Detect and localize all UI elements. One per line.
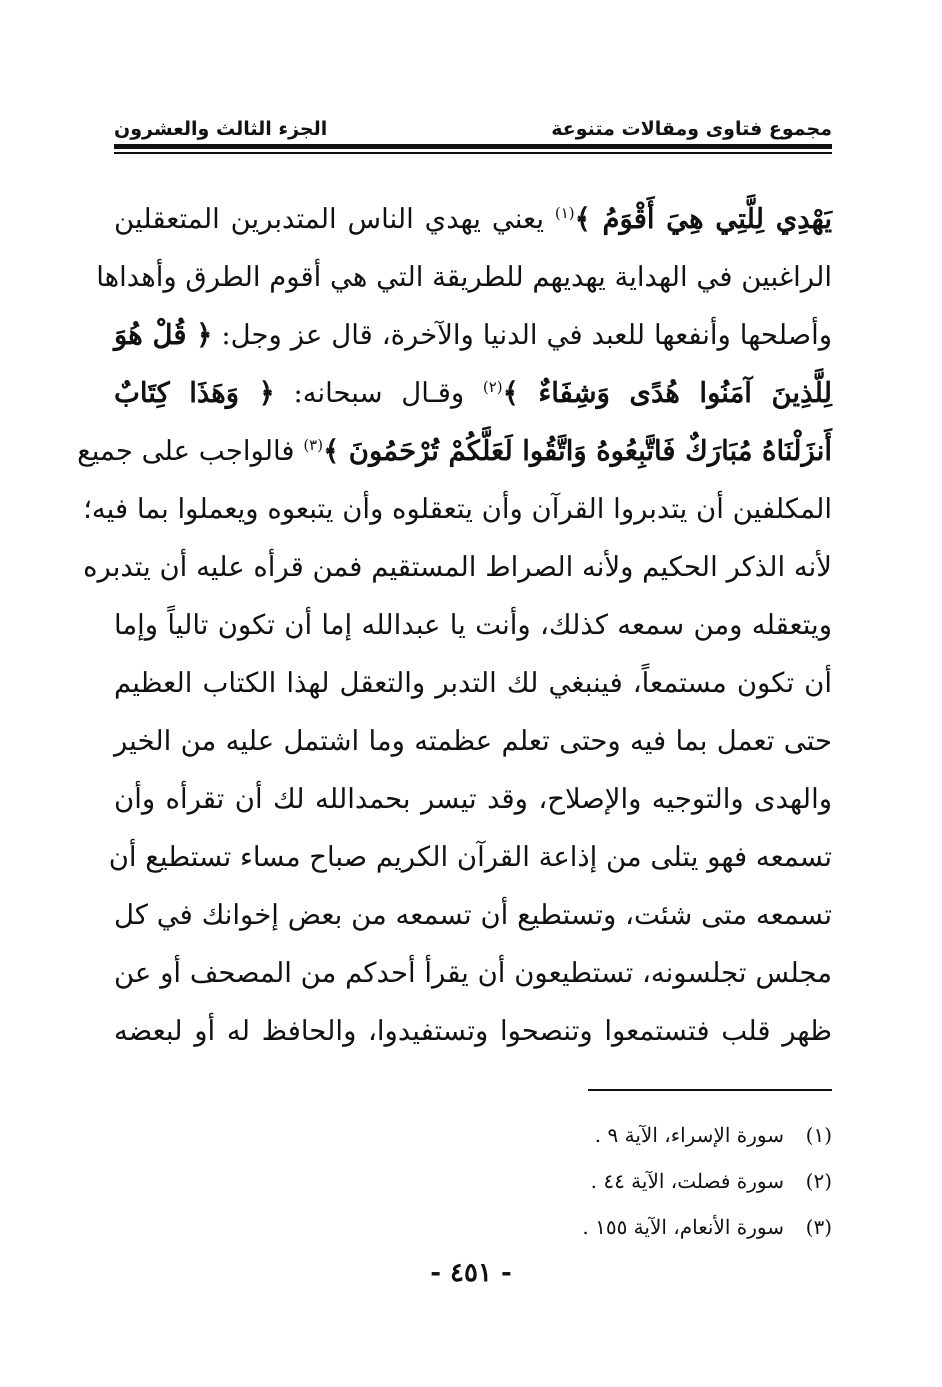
body-text-span: حتى تعمل بما فيه وحتى تعلم عظمته وما اشتمل عليه من الخير <box>114 725 832 757</box>
page-number: - ٤٥١ - <box>430 1258 512 1288</box>
footnote-reference: (٢) <box>482 377 503 396</box>
text-line <box>114 190 832 248</box>
volume-title: الجزء الثالث والعشرون <box>114 118 328 140</box>
text-line <box>114 886 832 944</box>
text-line <box>114 770 832 828</box>
quran-verse: ﴿ وَهَذَا كِتَابٌ <box>114 377 275 409</box>
body-text-span: ويتعقله ومن سمعه كذلك، وأنت يا عبدالله إما أن تكون تالياً وإما <box>114 609 832 641</box>
text-line <box>108 828 832 886</box>
text-line <box>114 596 832 654</box>
main-text <box>77 190 833 1060</box>
body-text-span: مجلس تجلسونه، تستطيعون أن يقرأ أحدكم من المصحف أو عن <box>114 957 832 989</box>
body-text-span: لأنه الذكر الحكيم ولأنه الصراط المستقيم فمن قرأه عليه أن يتدبره <box>83 551 832 583</box>
text-line <box>83 538 832 596</box>
footnote-number: (٢) <box>805 1169 832 1193</box>
body-text-span: تسمعه متى شئت، وتستطيع أن تسمعه من بعض إخوانك في كل <box>114 899 832 931</box>
footnote-item <box>414 1204 832 1250</box>
body-text-span: فالواجب على جميع <box>77 435 304 467</box>
footnote-text: سورة الأنعام، الآية ١٥٥ . <box>582 1215 784 1239</box>
text-line <box>114 944 832 1002</box>
footnote-text: سورة فصلت، الآية ٤٤ . <box>590 1169 784 1193</box>
body-text-span: المكلفين أن يتدبروا القرآن وأن يتعقلوه وأن يتبعوه ويعملوا بما فيه؛ <box>83 493 832 525</box>
body-text-span: يعني يهدي الناس المتدبرين المتعقلين <box>114 203 555 235</box>
book-title: مجموع فتاوى ومقالات متنوعة <box>551 118 832 140</box>
footnote-number: (١) <box>805 1123 832 1147</box>
header-rule-thick <box>114 144 832 149</box>
body-text-span: ظهر قلب فتستمعوا وتنصحوا وتستفيدوا، والحافظ له أو لبعضه <box>114 1015 832 1047</box>
body-text-span: وقـال سبحانه: <box>274 377 483 409</box>
text-line <box>96 248 832 306</box>
header-rule-thin <box>114 152 832 154</box>
body-text-span: تسمعه فهو يتلى من إذاعة القرآن الكريم صباح مساء تستطيع أن <box>108 841 832 873</box>
quran-verse: ﴿ قُلْ هُوَ <box>114 319 213 351</box>
text-line <box>83 480 832 538</box>
text-line <box>114 654 832 712</box>
text-line <box>114 364 832 422</box>
footnote-text: سورة الإسراء، الآية ٩ . <box>594 1123 784 1147</box>
footnote-item <box>414 1158 832 1204</box>
footnotes <box>414 1112 832 1250</box>
footnote-number: (٣) <box>805 1215 832 1239</box>
body-text-span: والهدى والتوجيه والإصلاح، وقد تيسر بحمدالله لك أن تقرأه وأن <box>114 783 832 815</box>
footnote-item <box>414 1112 832 1158</box>
footnote-reference: (١) <box>554 203 575 222</box>
text-line <box>114 306 832 364</box>
quran-verse: أَنزَلْنَاهُ مُبَارَكٌ فَاتَّبِعُوهُ وَاتَّقُوا لَعَلَّكُمْ تُرْحَمُونَ ﴾ <box>323 435 832 467</box>
body-text-span: وأصلحها وأنفعها للعبد في الدنيا والآخرة، قال عز وجل: <box>212 319 832 351</box>
quran-verse: يَهْدِي لِلَّتِي هِيَ أَقْوَمُ ﴾ <box>574 203 833 235</box>
text-line <box>114 1002 832 1060</box>
text-line <box>77 422 832 480</box>
running-header <box>114 108 832 140</box>
footnote-reference: (٣) <box>303 435 324 454</box>
text-line <box>114 712 832 770</box>
body-text-span: أن تكون مستمعاً، فينبغي لك التدبر والتعقل لهذا الكتاب العظيم <box>114 667 832 699</box>
footnote-separator <box>588 1089 832 1091</box>
body-text-span: الراغبين في الهداية يهديهم للطريقة التي هي أقوم الطرق وأهداها <box>96 261 832 293</box>
quran-verse: لِلَّذِينَ آمَنُوا هُدًى وَشِفَاءٌ ﴾ <box>502 377 833 409</box>
